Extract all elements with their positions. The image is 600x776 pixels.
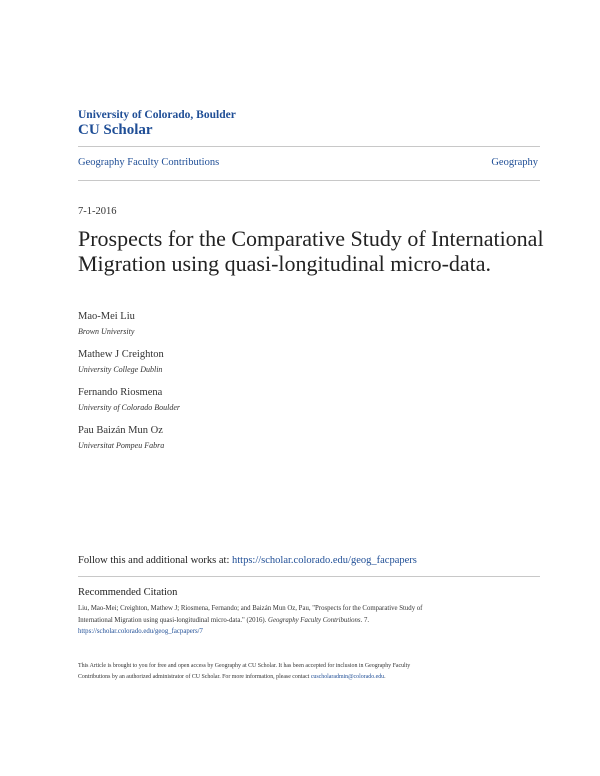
header-divider	[78, 146, 540, 147]
contact-email-link[interactable]: cuscholaradmin@colorado.edu	[310, 674, 385, 680]
follow-divider	[78, 576, 540, 577]
citation-line: Liu, Mao-Mei; Creighton, Mathew J; Riosmena, Fernando; and Baizán Mun Oz, Pau, "Prospects for the Comparative Study of	[78, 605, 423, 612]
institution-name: University of Colorado, Boulder	[78, 109, 236, 121]
publication-date: 7-1-2016	[78, 206, 117, 217]
author-name: Pau Baizán Mun Oz	[78, 425, 163, 436]
notice-end: .	[384, 674, 386, 680]
department-link[interactable]: Geography	[491, 157, 538, 168]
author-affiliation: Brown University	[78, 327, 135, 336]
follow-label: Follow this and additional works at:	[78, 555, 230, 566]
article-title: Prospects for the Comparative Study of International Migration using quasi-longitudinal micro-data.	[78, 226, 544, 276]
citation-text: International Migration using quasi-longitudinal micro-data." (2016).	[78, 616, 267, 624]
notice-line: This Article is brought to you for free and open access by Geography at CU Scholar. It has been accepted for inclusion in Geography Faculty	[78, 663, 411, 669]
repository-name: CU Scholar	[78, 122, 153, 138]
citation-url-link[interactable]: https://scholar.colorado.edu/geog_facpapers/7	[78, 628, 203, 635]
author-affiliation: University College Dublin	[78, 365, 163, 374]
collection-url-link[interactable]: https://scholar.colorado.edu/geog_facpapers	[232, 555, 417, 566]
nav-divider	[78, 180, 540, 181]
notice-line	[78, 672, 548, 683]
citation-heading: Recommended Citation	[78, 587, 178, 598]
author-affiliation: University of Colorado Boulder	[78, 403, 180, 412]
follow-line	[78, 555, 417, 566]
notice-text: Contributions by an authorized administrator of CU Scholar. For more information, please contact	[78, 674, 310, 680]
citation-line	[78, 615, 548, 627]
author-affiliation: Universitat Pompeu Fabra	[78, 441, 165, 450]
author-name: Mao-Mei Liu	[78, 311, 135, 322]
author-name: Fernando Riosmena	[78, 387, 163, 398]
citation-number: . 7.	[360, 616, 370, 624]
citation-journal: Geography Faculty Contributions	[268, 616, 361, 624]
access-notice	[78, 661, 548, 683]
collection-link[interactable]: Geography Faculty Contributions	[78, 157, 220, 168]
author-name: Mathew J Creighton	[78, 349, 164, 360]
citation-block	[78, 603, 548, 638]
